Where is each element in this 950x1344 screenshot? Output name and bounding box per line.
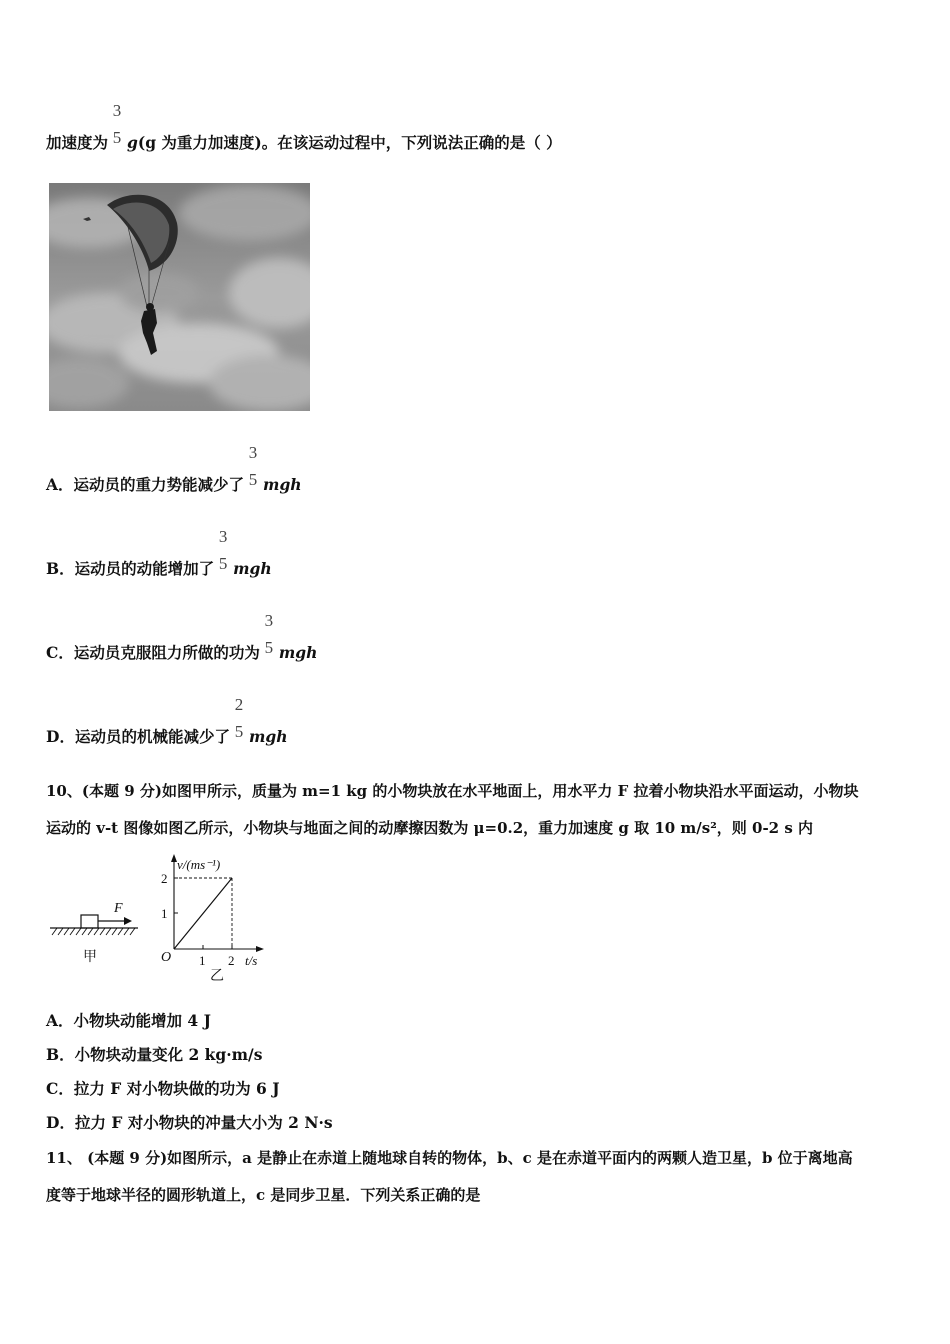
option-fraction: [232, 695, 246, 742]
y-tick-label-2: 2: [161, 871, 168, 886]
option-tail: mgh: [263, 475, 302, 494]
option-text: 运动员的机械能减少了: [74, 727, 230, 746]
option-label: A．: [46, 475, 74, 494]
option-tail: mgh: [233, 559, 272, 578]
q9-option-c[interactable]: [46, 611, 318, 663]
q10-option-a[interactable]: [46, 1011, 211, 1031]
fraction-denominator: 5: [218, 554, 228, 573]
intro-fraction: [110, 101, 124, 148]
option-text: 拉力 F 对小物块做的功为 6 J: [73, 1079, 280, 1098]
intro-text-after: (g 为重力加速度)。在该运动过程中，下列说法正确的是（ ）: [137, 133, 562, 152]
fraction-numerator: 2: [234, 695, 244, 714]
option-tail: mgh: [248, 727, 288, 746]
figure-yi-caption: 乙: [210, 968, 224, 984]
x-tick-label-1: 1: [199, 953, 206, 968]
option-text: 运动员的重力势能减少了: [73, 475, 245, 494]
q9-option-b[interactable]: [46, 527, 272, 579]
figure-jia-caption: 甲: [83, 949, 97, 965]
option-label: C．: [46, 1079, 74, 1098]
paraglider-photo: [49, 183, 310, 411]
paraglider-image: [49, 183, 310, 411]
figure-jia: [48, 895, 143, 970]
q10-option-c[interactable]: [46, 1079, 280, 1099]
option-fraction: [262, 611, 276, 658]
figure-yi: [155, 853, 270, 985]
intro-text-before: 加速度为: [46, 133, 109, 152]
option-label: B．: [46, 1045, 75, 1064]
q10-stem-line2: 运动的 v-t 图像如图乙所示，小物块与地面之间的动摩擦因数为 μ=0.2，重力加速度 g 取 10 m/s²，则 0-2 s 内: [46, 819, 814, 837]
force-label: F: [114, 901, 123, 916]
option-text: 运动员克服阻力所做的功为: [73, 643, 260, 662]
fraction-denominator: 5: [234, 722, 244, 741]
fraction-denominator: 5: [264, 638, 274, 657]
intro-g-var: g: [127, 133, 138, 152]
vt-graph: [155, 853, 270, 985]
q11-stem-line1: 11、 (本题 9 分)如图所示，a 是静止在赤道上随地球自转的物体，b、c 是在赤道平面内的两颗人造卫星，b 位于离地高: [46, 1149, 853, 1167]
force-arrow-head: [124, 917, 132, 925]
fraction-numerator: 3: [112, 101, 122, 120]
q10-option-b[interactable]: [46, 1045, 262, 1065]
option-text: 小物块动能增加 4 J: [73, 1011, 211, 1030]
x-tick-label-2: 2: [228, 953, 235, 968]
q9-option-d[interactable]: [46, 695, 288, 747]
fraction-denominator: 5: [112, 128, 122, 147]
option-fraction: [216, 527, 230, 574]
block-on-ground-diagram: [48, 895, 143, 970]
option-label: D．: [46, 1113, 75, 1132]
option-text: 小物块动量变化 2 kg·m/s: [74, 1045, 263, 1064]
q10-stem-line1: 10、(本题 9 分)如图甲所示，质量为 m=1 kg 的小物块放在水平地面上，用水平力 F 拉着小物块沿水平面运动，小物块: [46, 782, 859, 800]
option-tail: mgh: [278, 643, 318, 662]
block-shape: [81, 915, 98, 928]
ground-hatch: [52, 928, 135, 935]
option-label: B．: [46, 559, 75, 578]
intro-line: [46, 101, 562, 153]
fraction-denominator: 5: [248, 470, 258, 489]
fraction-numerator: 3: [218, 527, 228, 546]
option-label: A．: [46, 1011, 74, 1030]
option-fraction: [246, 443, 260, 490]
option-text: 运动员的动能增加了: [74, 559, 215, 578]
origin-label: O: [161, 950, 172, 965]
x-axis-arrow: [256, 946, 264, 952]
y-axis-label: v/(ms⁻¹): [177, 857, 221, 872]
q9-option-a[interactable]: [46, 443, 302, 495]
fraction-numerator: 3: [248, 443, 258, 462]
option-text: 拉力 F 对小物块的冲量大小为 2 N·s: [74, 1113, 333, 1132]
option-label: C．: [46, 643, 74, 662]
y-tick-label-1: 1: [161, 906, 168, 921]
x-axis-label: t/s: [245, 953, 258, 968]
option-label: D．: [46, 727, 75, 746]
fraction-numerator: 3: [264, 611, 274, 630]
q10-option-d[interactable]: [46, 1113, 333, 1133]
q11-stem-line2: 度等于地球半径的圆形轨道上，c 是同步卫星．下列关系正确的是: [46, 1186, 481, 1204]
vt-line: [174, 878, 232, 949]
